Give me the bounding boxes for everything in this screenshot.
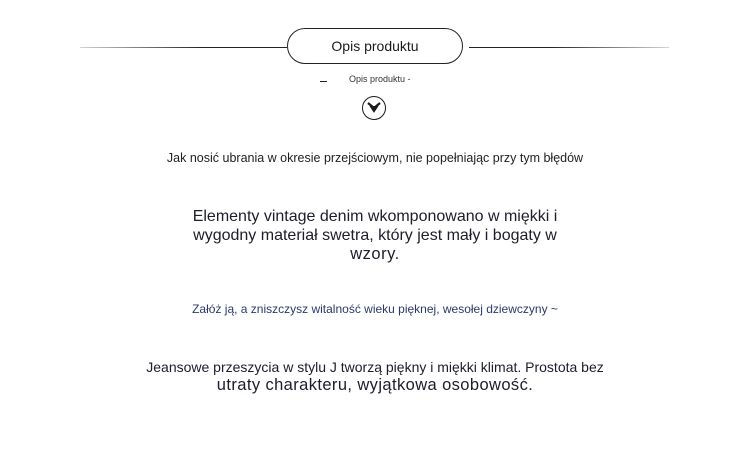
- header-divider-right: [469, 47, 669, 48]
- description-paragraph-denim: [0, 358, 750, 394]
- paragraph-line: wygodny materiał swetra, który jest mały i bogaty w: [193, 227, 557, 244]
- section-subtitle: Opis produktu -: [349, 74, 411, 84]
- paragraph-line: Jeansowe przeszycia w stylu J tworzą piękny i miękki klimat. Prostota bez: [146, 359, 604, 375]
- description-tagline: Załóż ją, a zniszczysz witalność wieku pięknej, wesołej dziewczyny ~: [192, 302, 558, 316]
- header-divider-left: [80, 47, 287, 48]
- section-title-pill: [287, 28, 463, 64]
- section-header: [0, 28, 750, 66]
- paragraph-line: wzory.: [350, 245, 400, 263]
- paragraph-line: utraty charakteru, wyjątkowa osobowość.: [216, 376, 534, 394]
- description-heading: Jak nosić ubrania w okresie przejściowym, nie popełniając przy tym błędów: [166, 151, 584, 165]
- section-subtitle-row: [0, 74, 750, 88]
- paragraph-line: Elementy vintage denim wkomponowano w miękki i: [192, 208, 558, 225]
- description-paragraph-vintage: [0, 207, 750, 264]
- chevron-down-circle-icon[interactable]: [362, 96, 386, 120]
- subtitle-dash: [320, 81, 327, 82]
- section-title: Opis produktu: [331, 38, 419, 54]
- chevron-down-icon: [367, 102, 381, 114]
